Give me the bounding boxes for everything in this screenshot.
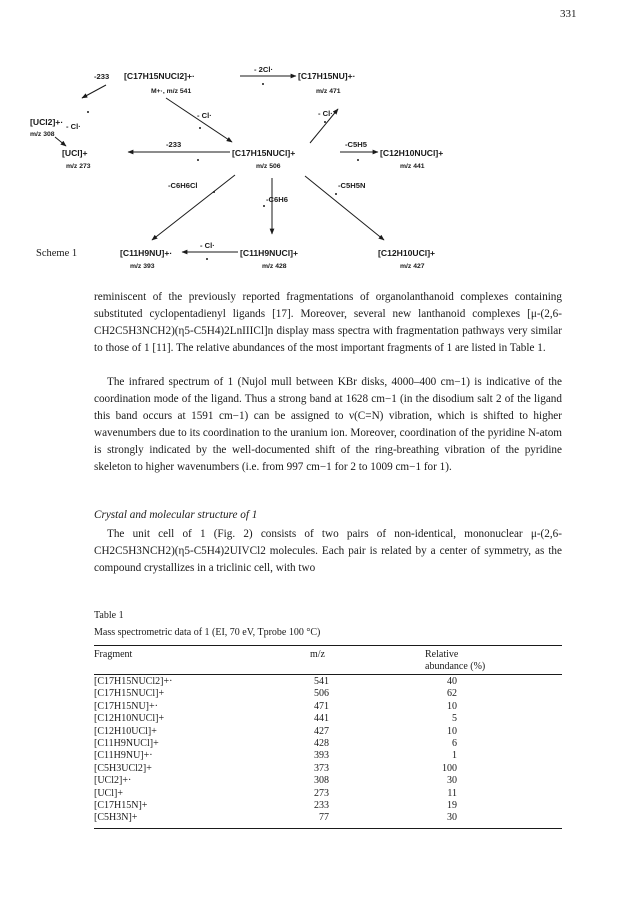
arrow-308-to-273 <box>55 137 66 146</box>
table-header-abundance-2: abundance (%) <box>425 661 486 672</box>
cell-fragment: [UCl2]+· <box>94 775 132 787</box>
scheme-node-428: [C11H9NUCl]+ <box>240 248 299 258</box>
cell-mz: 273 <box>314 787 329 799</box>
table-row <box>94 738 562 750</box>
cell-abundance: 1 <box>452 750 457 762</box>
scheme-node-273-mz: m/z 273 <box>66 163 91 170</box>
cell-fragment: [C11H9NU]+· <box>94 750 153 762</box>
table-row <box>94 713 562 725</box>
table-header-fragment: Fragment <box>94 649 133 660</box>
table-row <box>94 812 562 824</box>
table-top-rule <box>94 645 562 646</box>
cell-fragment: [C17H15N]+ <box>94 799 148 811</box>
label-minus-cl-left: - Cl· <box>66 122 81 131</box>
label-minus-c6h6: -C6H6 <box>266 195 288 204</box>
table-bottom-rule <box>94 828 562 829</box>
scheme-node-393: [C11H9NU]+· <box>120 248 173 258</box>
label-minus-c6h6cl: -C6H6Cl <box>168 181 198 190</box>
cell-mz: 541 <box>314 676 329 687</box>
scheme-node-427: [C12H10UCl]+ <box>378 248 436 258</box>
cell-abundance: 40 <box>447 676 457 687</box>
table-title: Table 1 <box>94 610 124 621</box>
page-number: 331 <box>560 8 577 20</box>
label-minus-cl-471: - Cl· <box>318 109 333 118</box>
scheme-node-541: [C17H15NUCl2]+· <box>124 71 195 81</box>
section-heading: Crystal and molecular structure of 1 <box>94 509 258 521</box>
cell-fragment: [C5H3UCl2]+ <box>94 762 152 774</box>
label-minus-c5h5: -C5H5 <box>345 140 367 149</box>
cell-abundance: 6 <box>452 737 457 749</box>
cell-abundance: 10 <box>447 700 457 712</box>
cell-abundance: 19 <box>447 799 457 811</box>
cell-mz: 471 <box>314 700 329 712</box>
cell-mz: 77 <box>319 812 329 824</box>
scheme-node-506-mz: m/z 506 <box>256 163 281 170</box>
table-row <box>94 676 562 688</box>
scheme-node-308-mz: m/z 308 <box>30 131 55 138</box>
cell-abundance: 5 <box>452 713 457 725</box>
table-caption: Mass spectrometric data of 1 (EI, 70 eV, Tprobe 100 °C) <box>94 627 321 638</box>
table-header-rule <box>94 674 562 675</box>
cell-fragment: [C11H9NUCl]+ <box>94 737 159 749</box>
label-minus-c5h5n: -C5H5N <box>338 181 366 190</box>
label-minus-2cl: - 2Cl· <box>254 65 273 74</box>
scheme-node-308: [UCl2]+· <box>30 117 64 127</box>
table-row <box>94 788 562 800</box>
scheme-node-471: [C17H15NU]+· <box>298 71 356 81</box>
cell-mz: 393 <box>314 750 329 762</box>
cell-mz: 308 <box>314 775 329 787</box>
scheme-node-441-mz: m/z 441 <box>400 163 425 170</box>
cell-abundance: 62 <box>447 688 457 700</box>
scheme-arrows <box>55 76 384 252</box>
body-paragraph-3: The unit cell of 1 (Fig. 2) consists of two pairs of non-identical, mononuclear μ-(2,6-CH2C5H3NCH2)(η5-C5H4)2UIVCl2 molecules. Each pair is related by a center of symmetry, as the compound crystallizes in a triclinic cell, with two <box>94 528 562 574</box>
scheme-node-428-mz: m/z 428 <box>262 263 287 270</box>
cell-abundance: 30 <box>447 775 457 787</box>
body-paragraph-1: reminiscent of the previously reported fragmentations of organolanthanoid complexes containing substituted cyclopentadienyl ligands [17]. Moreover, several new lanthanoid complexes [μ-(2,6-CH2C5H3NCH2)(η5-C5H4)2LnIIICl]n display mass spectra with fragmentation pathways very similar to those of 1 [11]. The relative abundances of the most important fragments of 1 are listed in Table 1. <box>94 291 562 354</box>
cell-fragment: [C12H10UCl]+ <box>94 725 157 737</box>
cell-mz: 233 <box>314 799 329 811</box>
cell-mz: 441 <box>314 713 329 725</box>
cell-mz: 427 <box>314 725 329 737</box>
scheme-node-541-label: M+·, m/z 541 <box>151 88 192 95</box>
cell-fragment: [C12H10NUCl]+ <box>94 713 165 725</box>
table-row <box>94 775 562 787</box>
cell-mz: 428 <box>314 737 329 749</box>
cell-fragment: [C17H15NU]+· <box>94 700 158 712</box>
table-row <box>94 763 562 775</box>
label-minus-233-mid: -233 <box>166 140 182 149</box>
table-body <box>94 676 562 825</box>
scheme-node-471-mz: m/z 471 <box>316 88 341 95</box>
label-minus-233-top: -233 <box>94 72 110 81</box>
scheme-node-393-mz: m/z 393 <box>130 263 155 270</box>
table-row <box>94 750 562 762</box>
label-minus-cl-541: - Cl· <box>197 111 212 120</box>
arrow-541-to-506 <box>166 98 232 142</box>
cell-fragment: [C17H15NUCl2]+· <box>94 676 173 687</box>
scheme-node-506: [C17H15NUCl]+ <box>232 148 296 158</box>
table-row <box>94 701 562 713</box>
label-minus-cl-bottom: - Cl· <box>200 241 215 250</box>
scheme-node-441: [C12H10NUCl]+ <box>380 148 444 158</box>
scheme-caption: Scheme 1 <box>36 248 78 259</box>
table-row <box>94 800 562 812</box>
scheme-node-427-mz: m/z 427 <box>400 263 425 270</box>
fragmentation-scheme <box>0 0 624 300</box>
table-header-abundance-1: Relative <box>425 649 459 660</box>
cell-abundance: 100 <box>442 762 457 774</box>
cell-abundance: 10 <box>447 725 457 737</box>
arrow-541-to-308 <box>82 85 106 98</box>
cell-abundance: 30 <box>447 812 457 824</box>
table-row <box>94 688 562 700</box>
cell-abundance: 11 <box>447 787 457 799</box>
cell-mz: 506 <box>314 688 329 700</box>
scheme-node-273: [UCl]+ <box>62 148 88 158</box>
table-row <box>94 726 562 738</box>
cell-mz: 373 <box>314 762 329 774</box>
cell-fragment: [UCl]+ <box>94 787 123 799</box>
cell-fragment: [C17H15NUCl]+ <box>94 688 165 700</box>
cell-fragment: [C5H3N]+ <box>94 812 138 824</box>
body-paragraph-2: The infrared spectrum of 1 (Nujol mull between KBr disks, 4000–400 cm−1) is indicative of the coordination mode of the ligand. Thus a strong band at 1628 cm−1 (in the disodium salt 2 of the ligand this band occurs at 1591 cm−1) can be assigned to ν(C=N) vibration, which is shifted to higher wavenumbers due to its coordination to the uranium ion. Moreover, coordination of the pyridine N-atom is strongly indicated by the well-documented shift of the ring-breathing vibration of the pyridine skeleton to higher wavenumbers (i.e. from 997 cm−1 for 2 to 1009 cm−1 for 1). <box>94 376 562 473</box>
table-header-mz: m/z <box>310 649 325 660</box>
